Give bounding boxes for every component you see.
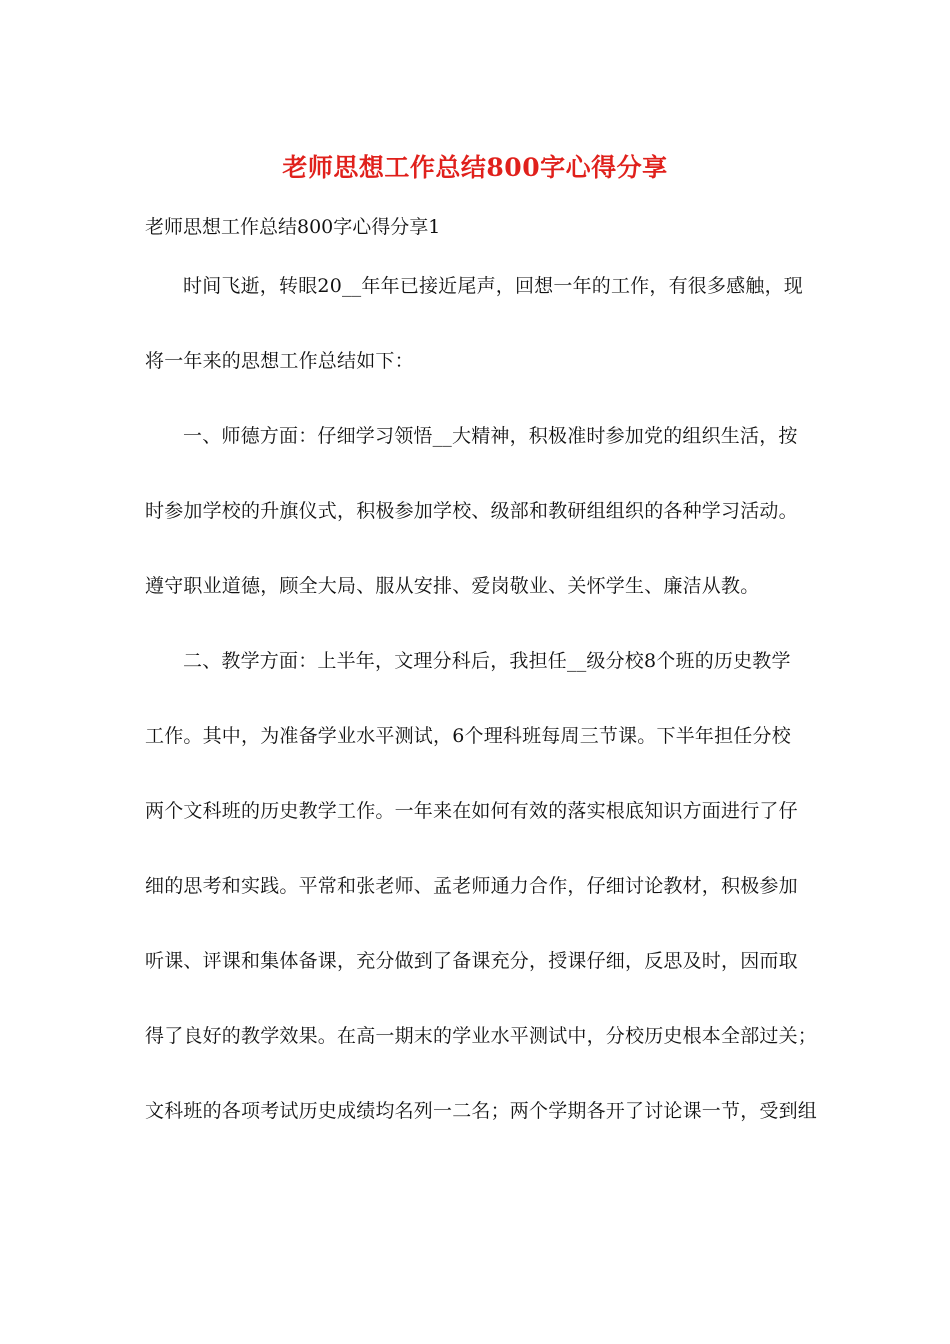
paragraph-line: 细的思考和实践。平常和张老师、孟老师通力合作，仔细讨论教材，积极参加 [145,875,798,897]
paragraph-line: 听课、评课和集体备课，充分做到了备课充分，授课仔细，反思及时，因而取 [145,950,798,972]
paragraph-line: 一、师德方面：仔细学习领悟__大精神，积极准时参加党的组织生活，按 [183,425,798,447]
paragraph-line: 时间飞逝，转眼20__年年已接近尾声，回想一年的工作，有很多感触，现 [183,275,803,297]
paragraph-line: 工作。其中，为准备学业水平测试，6个理科班每周三节课。下半年担任分校 [145,725,791,747]
document-title: 老师思想工作总结800字心得分享 [282,153,668,182]
paragraph-line: 两个文科班的历史教学工作。一年来在如何有效的落实根底知识方面进行了仔 [145,800,798,822]
paragraph-line: 将一年来的思想工作总结如下： [145,350,414,372]
body-text [145,270,818,1170]
paragraph-line: 遵守职业道德，顾全大局、服从安排、爱岗敬业、关怀学生、廉洁从教。 [145,575,760,597]
section-heading: 老师思想工作总结800字心得分享1 [145,216,441,238]
paragraph-line: 得了良好的教学效果。在高一期末的学业水平测试中，分校历史根本全部过关； [145,1025,818,1047]
paragraph-line: 二、教学方面：上半年，文理分科后，我担任__级分校8个班的历史教学 [183,650,791,672]
paragraph-line: 时参加学校的升旗仪式，积极参加学校、级部和教研组组织的各种学习活动。 [145,500,798,522]
paragraph-line: 文科班的各项考试历史成绩均名列一二名；两个学期各开了讨论课一节，受到组 [145,1100,818,1122]
